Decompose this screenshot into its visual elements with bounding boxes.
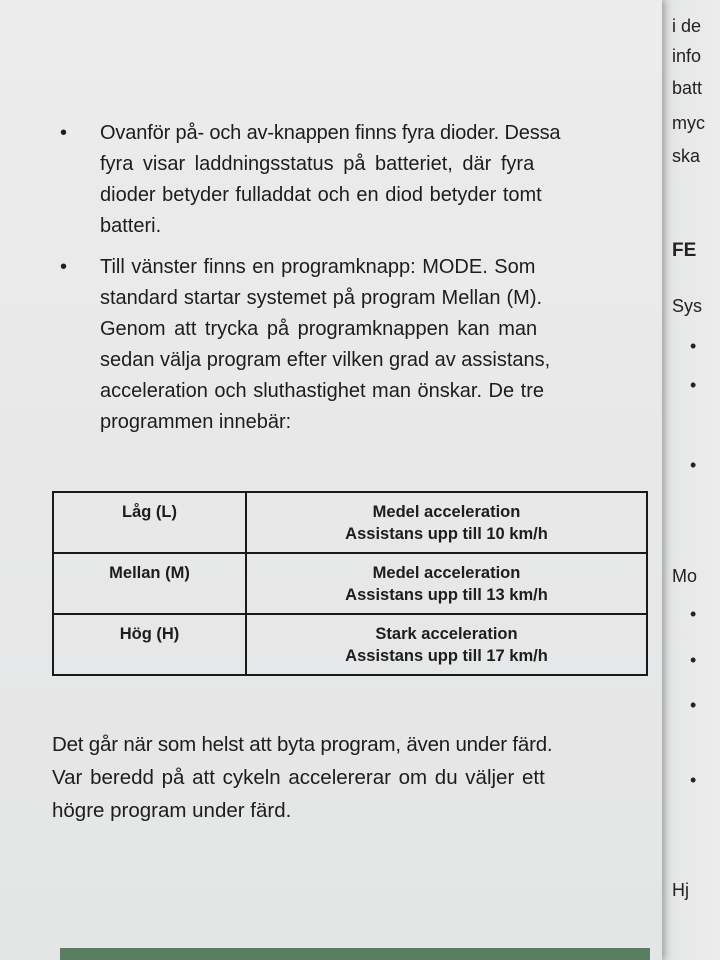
right-bullet-1: • — [690, 336, 697, 356]
bullet-line: Genom att trycka på programknappen kan man — [100, 318, 538, 340]
bullet-icon: • — [60, 122, 68, 144]
right-fragment-4: myc — [672, 113, 705, 133]
bullet-line: standard startar systemet på program Mellan (M). — [100, 287, 543, 309]
adjacent-page — [662, 0, 720, 960]
closing-line: högre program under färd. — [52, 799, 292, 822]
right-line-sys: Sys — [672, 296, 703, 316]
bullet-item-mode-button — [60, 252, 650, 438]
closing-line: Det går när som helst att byta program, även under färd. — [52, 733, 553, 756]
table-row — [53, 553, 647, 614]
mode-name-cell: Hög (H) — [53, 614, 246, 675]
right-line-hj: Hj — [672, 880, 689, 900]
closing-paragraph — [52, 728, 662, 827]
table-row — [53, 614, 647, 675]
bullet-list — [60, 118, 650, 448]
mode-assist: Assistans upp till 17 km/h — [345, 647, 548, 665]
mode-description-cell — [246, 553, 647, 614]
bullet-line: acceleration och sluthastighet man önskar. De tre — [100, 380, 545, 402]
right-fragment-5: ska — [672, 146, 701, 166]
right-bullet-5: • — [690, 650, 697, 670]
right-bullet-6: • — [690, 695, 697, 715]
mode-name-cell: Mellan (M) — [53, 553, 246, 614]
bullet-line: programmen innebär: — [100, 411, 292, 433]
mode-assist: Assistans upp till 13 km/h — [345, 586, 548, 604]
right-bullet-7: • — [690, 770, 697, 790]
mode-assist: Assistans upp till 10 km/h — [345, 525, 548, 543]
right-bullet-2: • — [690, 375, 697, 395]
mode-description-cell — [246, 492, 647, 553]
mode-acceleration: Medel acceleration — [372, 503, 521, 521]
closing-line: Var beredd på att cykeln accelererar om du väljer ett — [52, 766, 545, 789]
right-fragment-3: batt — [672, 78, 703, 98]
bullet-line: sedan välja program efter vilken grad av assistans, — [100, 349, 551, 371]
footer-color-band — [60, 948, 650, 960]
mode-name-cell: Låg (L) — [53, 492, 246, 553]
mode-acceleration: Medel acceleration — [372, 564, 521, 582]
mode-description-cell — [246, 614, 647, 675]
bullet-line: Till vänster finns en programknapp: MODE. Som — [100, 256, 536, 278]
right-bullet-4: • — [690, 604, 697, 624]
bullet-line: batteri. — [100, 215, 162, 237]
right-fragment-2: info — [672, 46, 702, 66]
right-fragment-1: i de — [672, 16, 702, 36]
program-modes-table — [52, 491, 648, 676]
bullet-line: fyra visar laddningsstatus på batteriet, där fyra — [100, 153, 535, 175]
bullet-item-diodes — [60, 118, 650, 242]
bullet-line: Ovanför på- och av-knappen finns fyra dioder. Dessa — [100, 122, 561, 144]
table-row — [53, 492, 647, 553]
bullet-icon: • — [60, 256, 68, 278]
bullet-line: dioder betyder fulladdat och en diod betyder tomt — [100, 184, 542, 206]
mode-acceleration: Stark acceleration — [375, 625, 518, 643]
right-heading: FE — [672, 240, 697, 261]
right-line-mo: Mo — [672, 566, 698, 586]
right-bullet-3: • — [690, 455, 697, 475]
